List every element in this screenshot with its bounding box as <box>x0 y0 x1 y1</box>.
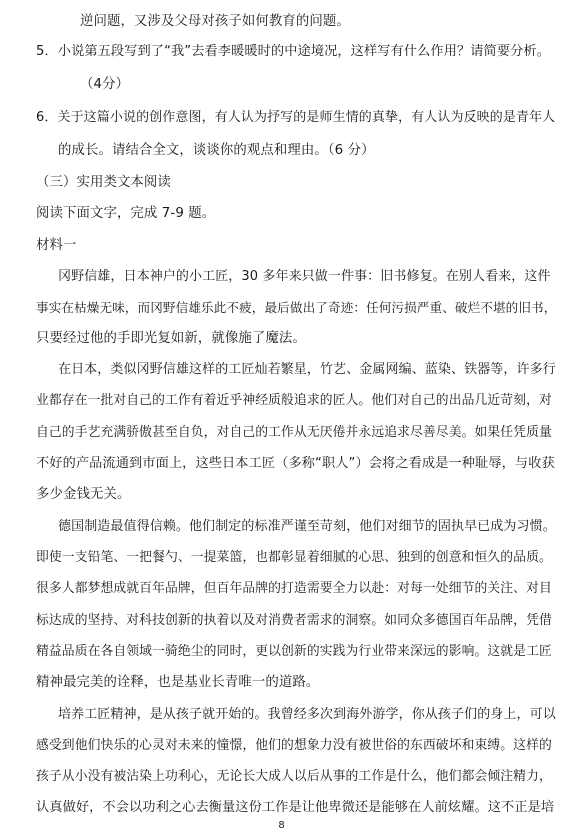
paragraph-line: 培养工匠精神，是从孩子就开始的。我曾经多次到海外游学，你从孩子们的身上，可以 <box>58 707 556 722</box>
material-heading: 材料一 <box>36 238 77 253</box>
page-number: 8 <box>278 820 285 831</box>
text-line: 逆问题，又涉及父母对孩子如何教育的问题。 <box>80 14 350 29</box>
paragraph-line: 事实在枯燥无味，而冈野信雄乐此不疲，最后做出了奇迹：任何污损严重、破烂不堪的旧书， <box>36 300 557 315</box>
section-heading: （三）实用类文本阅读 <box>36 175 171 190</box>
question-5-line: 5．小说第五段写到了“我”去看李暖暖时的中途境况，这样写有什么作用？请简要分析。 <box>36 44 550 59</box>
paragraph-line: 孩子从小没有被沾染上功利心，无论长大成人以后从事的工作是什么，他们都会倾注精力， <box>36 769 552 784</box>
question-6-line-2: 的成长。请结合全文，谈谈你的观点和理由。（6 分） <box>58 143 375 158</box>
reading-instruction: 阅读下面文字，完成 7-9 题。 <box>36 206 216 221</box>
paragraph-line: 认真做好，不会以功利之心去衡量这份工作是让他卑微还是能够在人前炫耀。这不正是培 <box>36 800 555 815</box>
paragraph-line: 精神最完美的诠释，也是基业长青唯一的道路。 <box>36 675 320 690</box>
question-5-score: （4分） <box>80 77 130 92</box>
paragraph-line: 德国制造最值得信赖。他们制定的标准严谨至苛刻，他们对细节的固执早已成为习惯。 <box>58 519 556 534</box>
paragraph-line: 只要经过他的手即光复如新，就像施了魔法。 <box>36 331 306 346</box>
paragraph-line: 精益品质在各自领域一骑绝尘的同时，更以创新的实践为行业带来深远的影响。这就是工匠 <box>36 644 552 659</box>
paragraph-line: 不好的产品流通到市面上，这些日本工匠（多称“职人”）会将之看成是一种耻辱，与收获 <box>36 456 555 471</box>
paragraph-line: 自己的手艺充满骄傲甚至自负，对自己的工作从无厌倦并永远追求尽善尽美。如果任凭质量 <box>36 425 552 440</box>
paragraph-line: 冈野信雄，日本神户的小工匠，30 多年来只做一件事：旧书修复。在别人看来，这件 <box>58 269 551 284</box>
paragraph-line: 很多人都梦想成就百年品牌，但百年品牌的打造需要全力以赴：对每一处细节的关注、对目 <box>36 581 552 596</box>
paragraph-line: 多少金钱无关。 <box>36 487 131 502</box>
paragraph-line: 在日本，类似冈野信雄这样的工匠灿若繁星，竹艺、金属网编、蓝染、铁器等，许多行 <box>58 362 556 377</box>
paragraph-line: 标达成的坚持、对科技创新的执着以及对消费者需求的洞察。如同众多德国百年品牌，凭借 <box>36 613 552 628</box>
paragraph-line: 感受到他们快乐的心灵对未来的憧憬，他们的想象力没有被世俗的东西破坏和束缚。这样的 <box>36 738 552 753</box>
question-6-line: 6．关于这篇小说的创作意图，有人认为抒写的是师生情的真挚，有人认为反映的是青年人 <box>36 110 556 125</box>
paragraph-line: 即使一支铅笔、一把餐勺、一提菜篮，也都彰显着细腻的心思、独到的创意和恒久的品质。 <box>36 550 552 565</box>
paragraph-line: 业都存在一批对自己的工作有着近乎神经质般追求的匠人。他们对自己的出品几近苛刻，对 <box>36 393 552 408</box>
